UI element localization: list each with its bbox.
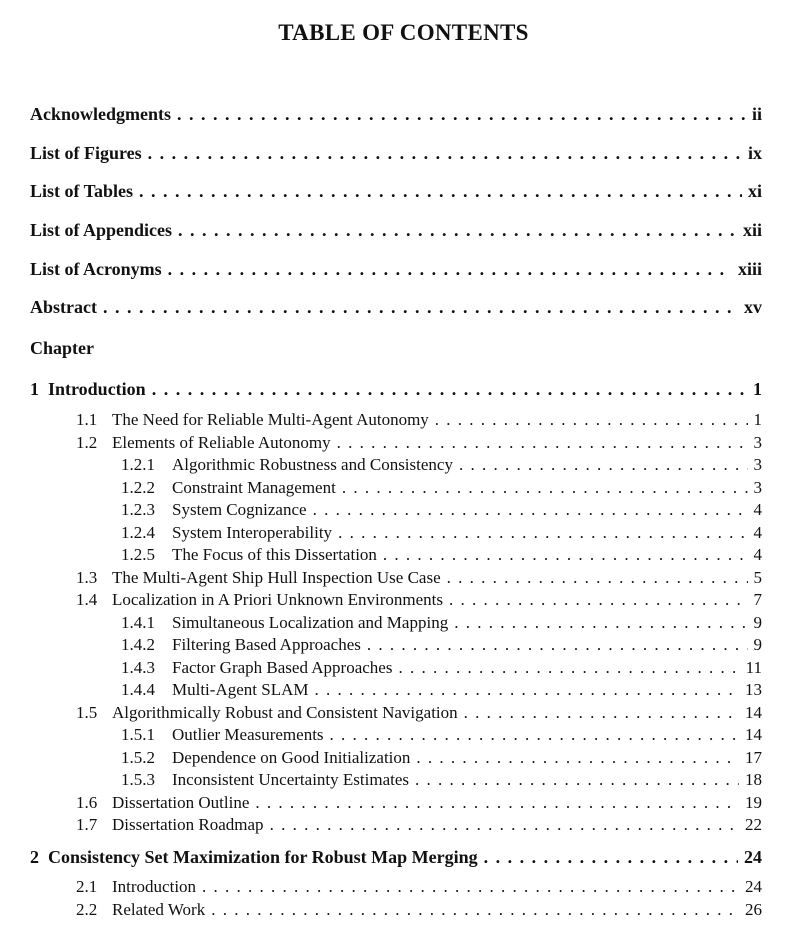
- entry-number: 1.2.3: [121, 500, 155, 519]
- entry-page: 3: [753, 433, 762, 452]
- entry-label: Algorithmic Robustness and Consistency: [172, 455, 453, 474]
- toc-subsection-entry[interactable]: [121, 500, 762, 520]
- page-title: TABLE OF CONTENTS: [278, 20, 529, 45]
- toc-subsection-entry[interactable]: [121, 658, 762, 678]
- chapter-heading: Chapter: [30, 338, 94, 358]
- dot-leader: [330, 725, 739, 745]
- toc-section-entry[interactable]: [76, 815, 762, 835]
- entry-label: Dissertation Roadmap: [112, 815, 264, 834]
- dot-leader: [367, 635, 748, 655]
- toc-section-entry[interactable]: [76, 900, 762, 920]
- entry-label: Dissertation Outline: [112, 793, 250, 812]
- dot-leader: [211, 900, 739, 920]
- entry-label: Simultaneous Localization and Mapping: [172, 613, 449, 632]
- entry-label: System Cognizance: [172, 500, 307, 519]
- entry-page: 7: [753, 590, 762, 609]
- entry-label: The Multi-Agent Ship Hull Inspection Use Case: [112, 568, 441, 587]
- entry-page: 18: [745, 770, 762, 789]
- entry-number: 2.1: [76, 877, 98, 896]
- toc-section-entry[interactable]: [76, 590, 762, 610]
- toc-subsection-entry[interactable]: [121, 680, 762, 700]
- entry-number: 1.5: [76, 703, 98, 722]
- dot-leader: [416, 748, 739, 768]
- entry-number: 1.2: [76, 433, 98, 452]
- entry-page: xii: [742, 220, 762, 240]
- entry-number: 1.7: [76, 815, 98, 834]
- entry-number: 1.5.3: [121, 770, 155, 789]
- dot-leader: [435, 410, 748, 430]
- dot-leader: [177, 104, 746, 125]
- entry-page: 11: [745, 658, 762, 677]
- dot-leader: [447, 568, 748, 588]
- toc-chapter-entry[interactable]: [30, 847, 762, 868]
- toc-subsection-entry[interactable]: [121, 545, 762, 565]
- entry-page: 4: [753, 545, 762, 564]
- entry-number: 2.2: [76, 900, 98, 919]
- toc-entry-acknowledgments[interactable]: [30, 104, 762, 125]
- entry-label: Related Work: [112, 900, 206, 919]
- toc-entry-abstract[interactable]: [30, 297, 762, 318]
- entry-label: Consistency Set Maximization for Robust Map Merging: [48, 847, 478, 867]
- entry-label: System Interoperability: [172, 523, 333, 542]
- dot-leader: [314, 680, 739, 700]
- toc-section-entry[interactable]: [76, 568, 762, 588]
- entry-page: 5: [753, 568, 762, 587]
- entry-label: Dependence on Good Initialization: [172, 748, 411, 767]
- dot-leader: [383, 545, 748, 565]
- toc-section-entry[interactable]: [76, 877, 762, 897]
- dot-leader: [459, 455, 748, 475]
- entry-number: 1.5.2: [121, 748, 155, 767]
- toc-subsection-entry[interactable]: [121, 523, 762, 543]
- entry-page: 14: [745, 725, 762, 744]
- dot-leader: [255, 793, 739, 813]
- toc-entry-list-of-acronyms[interactable]: [30, 259, 762, 280]
- entry-label: Constraint Management: [172, 478, 336, 497]
- dot-leader: [337, 433, 748, 453]
- entry-page: 14: [745, 703, 762, 722]
- entry-number: 1.4.3: [121, 658, 155, 677]
- dot-leader: [270, 815, 739, 835]
- dot-leader: [202, 877, 739, 897]
- entry-page: 3: [753, 478, 762, 497]
- entry-number: 1.4.4: [121, 680, 155, 699]
- entry-page: xiii: [737, 259, 762, 279]
- toc-entry-list-of-figures[interactable]: [30, 143, 762, 164]
- entry-page: 17: [745, 748, 762, 767]
- entry-number: 1.1: [76, 410, 98, 429]
- entry-label: Inconsistent Uncertainty Estimates: [172, 770, 409, 789]
- entry-page: xv: [744, 297, 762, 317]
- entry-number: 1.4: [76, 590, 98, 609]
- entry-number: 1.2.4: [121, 523, 155, 542]
- entry-label: List of Tables: [30, 181, 134, 201]
- entry-label: Introduction: [112, 877, 197, 896]
- entry-number: 1.2.2: [121, 478, 155, 497]
- toc-entry-list-of-tables[interactable]: [30, 181, 762, 202]
- entry-label: The Focus of this Dissertation: [172, 545, 377, 564]
- entry-label: Factor Graph Based Approaches: [172, 658, 393, 677]
- toc-entry-list-of-appendices[interactable]: [30, 220, 762, 241]
- entry-label: Acknowledgments: [30, 104, 172, 124]
- entry-number: 1.4.2: [121, 635, 155, 654]
- entry-page: 26: [745, 900, 762, 919]
- entry-number: 1.6: [76, 793, 98, 812]
- dot-leader: [148, 143, 742, 164]
- entry-page: ix: [747, 143, 762, 163]
- entry-page: ii: [751, 104, 762, 124]
- toc-subsection-entry[interactable]: [121, 770, 762, 790]
- toc-subsection-entry[interactable]: [121, 748, 762, 768]
- toc-subsection-entry[interactable]: [121, 613, 762, 633]
- entry-label: List of Acronyms: [30, 259, 162, 279]
- entry-page: 1: [753, 410, 762, 429]
- entry-page: 24: [745, 877, 762, 896]
- toc-subsection-entry[interactable]: [121, 635, 762, 655]
- entry-label: Filtering Based Approaches: [172, 635, 361, 654]
- entry-page: 13: [745, 680, 762, 699]
- dot-leader: [398, 658, 739, 678]
- entry-label: Multi-Agent SLAM: [172, 680, 309, 699]
- entry-page: 4: [753, 523, 762, 542]
- entry-number: 1.5.1: [121, 725, 155, 744]
- entry-number: 1.3: [76, 568, 98, 587]
- entry-page: 24: [744, 847, 762, 867]
- entry-page: 4: [753, 500, 762, 519]
- dot-leader: [464, 703, 739, 723]
- entry-label: Outlier Measurements: [172, 725, 324, 744]
- entry-label: Introduction: [48, 379, 146, 399]
- entry-label: The Need for Reliable Multi-Agent Autonomy: [112, 410, 429, 429]
- entry-page: 9: [753, 635, 762, 654]
- dot-leader: [484, 847, 738, 868]
- dot-leader: [449, 590, 748, 610]
- dot-leader: [178, 220, 737, 241]
- entry-label: Algorithmically Robust and Consistent Navigation: [112, 703, 458, 722]
- dot-leader: [152, 379, 747, 400]
- toc-subsection-entry[interactable]: [121, 455, 762, 475]
- entry-page: 19: [745, 793, 762, 812]
- entry-label: Abstract: [30, 297, 97, 317]
- entry-label: List of Figures: [30, 143, 142, 163]
- entry-number: 1.2.5: [121, 545, 155, 564]
- entry-page: 22: [745, 815, 762, 834]
- dot-leader: [415, 770, 739, 790]
- dot-leader: [342, 478, 748, 498]
- toc-subsection-entry[interactable]: [121, 725, 762, 745]
- toc-subsection-entry[interactable]: [121, 478, 762, 498]
- entry-number: 1: [30, 379, 39, 399]
- entry-label: Elements of Reliable Autonomy: [112, 433, 331, 452]
- entry-page: 9: [753, 613, 762, 632]
- entry-page: 3: [753, 455, 762, 474]
- dot-leader: [103, 297, 738, 318]
- entry-label: Localization in A Priori Unknown Environments: [112, 590, 443, 609]
- dot-leader: [313, 500, 748, 520]
- entry-page: 1: [753, 379, 762, 399]
- toc-section-entry[interactable]: [76, 410, 762, 430]
- dot-leader: [139, 181, 742, 202]
- dot-leader: [338, 523, 747, 543]
- entry-number: 1.4.1: [121, 613, 155, 632]
- toc-chapter-entry[interactable]: [30, 379, 762, 400]
- toc-section-entry[interactable]: [76, 433, 762, 453]
- entry-number: 1.2.1: [121, 455, 155, 474]
- entry-number: 2: [30, 847, 39, 867]
- entry-label: List of Appendices: [30, 220, 173, 240]
- dot-leader: [168, 259, 732, 280]
- dot-leader: [454, 613, 747, 633]
- toc-section-entry[interactable]: [76, 793, 762, 813]
- toc-section-entry[interactable]: [76, 703, 762, 723]
- entry-page: xi: [747, 181, 762, 201]
